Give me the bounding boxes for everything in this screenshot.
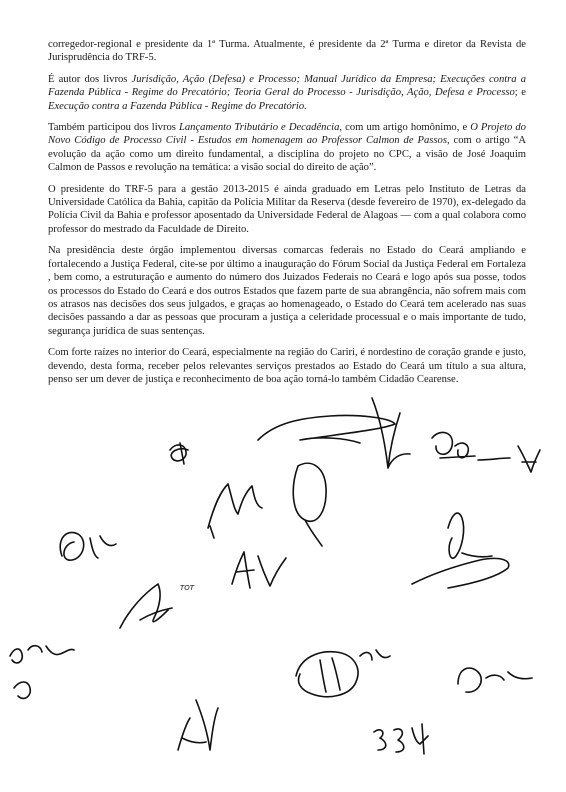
signature-4: [170, 443, 188, 464]
paragraph-5-segment-1: Na presidência deste órgão implementou diversas comarcas federais no Estado do Ceará ampliando e fortalecendo a Justiça Federal, cite-se por último a inauguração do Fórum Social da Justiça Federal em Fortaleza , bem como, a estruturação e aumento do número dos Juizados Federais no Ceará e logo após sua posse, todos os processos do Estado do Ceará e dos outros Estados que fazem parte de sua abrangência, não sofrem mais com os atrasos nas decisões dos seus julgados, e graças ao homenageado, o Estado do Ceará tem acelerado nas suas decisões passando a dar as pessoas que procuram a justiça a celeridade processual e o mais importante de tudo, segurança jurídica de suas sentenças.: [48, 245, 526, 337]
paragraph-3-segment-4: O Projeto do Novo Código de Processo Civil - Estudos em homenagem ao Professor Calmon de Passos: [48, 122, 526, 147]
paragraph-2-segment-4: Execução contra a Fazenda Pública - Regime do Precatório.: [48, 100, 307, 112]
signature-11-initials: TOT: [180, 584, 195, 592]
paragraph-4-segment-1: O presidente do TRF-5 para a gestão 2013-2015 é ainda graduado em Letras pelo Instituto de Letras da Universidade Católica da Bahia, capitão da Polícia Militar da Reserva (desde fevereiro de 1970), ex-delegado da Polícia Civil da Bahia e professor aposentado da Universidade Federal de Alagoas — com a qual colabora como professor do mestrado da Faculdade de Direito.: [48, 183, 526, 235]
signature-2: [372, 398, 410, 468]
paragraph-2-segment-1: É autor dos livros: [48, 73, 132, 85]
paragraph-6: [48, 346, 526, 386]
paragraph-4: [48, 183, 526, 237]
document-body: [48, 38, 526, 394]
signature-6: [293, 463, 326, 546]
signature-5: [432, 432, 475, 458]
signature-3: [478, 446, 540, 472]
paragraph-2-segment-2: Jurisdição, Ação (Defesa) e Processo; Manual Jurídico da Empresa; Execuções contra a Fazenda Pública - Regime do Precatório; Teoria Geral do Processo - Jurisdição, Ação, Defesa e Processo: [48, 73, 527, 99]
signature-10: [232, 552, 286, 588]
signature-9: [448, 513, 492, 558]
paragraph-3: [48, 121, 526, 175]
paragraph-6-segment-1: Com forte raízes no interior do Ceará, especialmente na região do Cariri, é nordestino de coração grande e justo, devendo, desta forma, receber pelos relevantes serviços prestados ao Estado do Ceará um título a sua altura, penso ser um dever de justiça e reconhecimento de boa ação torná-lo também Cidadão Cearense.: [48, 347, 526, 385]
signature-1: [258, 415, 395, 443]
paragraph-3-segment-1: Também participou dos livros: [48, 122, 179, 134]
paragraph-1: [48, 38, 526, 65]
signature-14: [296, 652, 358, 697]
paragraph-5: [48, 244, 526, 338]
signature-15: [458, 668, 532, 692]
signature-11: [120, 584, 172, 628]
signature-14-tail: [360, 650, 390, 660]
signature-13: [10, 646, 74, 663]
paragraph-3-segment-2: Lançamento Tributário e Decadência: [178, 122, 340, 134]
signature-17: [374, 724, 428, 754]
signature-8: [60, 532, 116, 560]
signature-12: [412, 558, 509, 588]
paragraph-2-segment-3: ; e: [514, 87, 526, 99]
signatures-area: [0, 388, 566, 792]
paragraph-3-segment-5: , com o artigo “A evolução da ação como um direito fundamental, a disciplina do projeto no CPC, a visão de José Joaquim Calmon de Passos e revolução na temática: a visão social do direito de ação”.: [48, 135, 526, 174]
paragraph-3-segment-3: , com um artigo homônimo, e: [339, 122, 471, 134]
signatures-drawing: [0, 388, 566, 792]
signature-7: [208, 484, 262, 538]
signature-18: [14, 682, 30, 698]
paragraph-2: [48, 73, 526, 113]
signature-16: [178, 700, 218, 750]
paragraph-1-segment-1: corregedor-regional e presidente da 1ª Turma. Atualmente, é presidente da 2ª Turma e diretor da Revista de Jurisprudência do TRF-5.: [48, 39, 526, 64]
